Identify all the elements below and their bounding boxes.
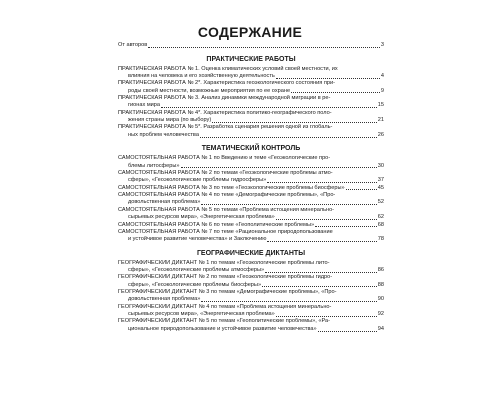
dot-leader (276, 311, 377, 317)
toc-entry-text: роды своей местности, возможные мероприятия по ее охране (128, 87, 291, 94)
toc-entry-text: ГЕОГРАФИЧЕСКИЙ ДИКТАНТ № 5 по темам «Геополитические проблемы», «Ра- (118, 318, 331, 325)
toc-entry-text: сырьевых ресурсов мира», «Энергетическая проблема» (128, 214, 275, 221)
toc-entry-text: ГЕОГРАФИЧЕСКИЙ ДИКТАНТ № 4 по темам «Проблема истощения минерально- (118, 303, 332, 310)
dot-leader (262, 281, 377, 287)
page-number: 45 (377, 184, 384, 191)
page-number: 68 (377, 221, 384, 228)
page-number: 26 (377, 131, 384, 138)
page-number: 15 (377, 102, 384, 109)
page-title: СОДЕРЖАНИЕ (197, 24, 303, 40)
toc-entry[interactable] (118, 318, 384, 333)
toc-entry-text: сферы», «Геоэкологические проблемы биосферы» (128, 281, 262, 288)
toc-entry-text: влияния на человека и его хозяйственную деятельность (128, 73, 275, 79)
toc-entry-text: довольственная проблема» (128, 199, 201, 206)
toc-entry[interactable] (118, 110, 384, 125)
toc-entry-text: ПРАКТИЧЕСКАЯ РАБОТА № 5*. Разработка сценария решения одной из глобаль- (118, 124, 333, 131)
toc-entry-text: жения страны мира (по выбору) (128, 117, 212, 124)
toc-entry-text: циональное природопользование и устойчивое развитие человечества» (128, 325, 317, 332)
toc-entry-text: сферы», «Геоэкологические проблемы атмосферы» (128, 267, 265, 274)
page-number: 88 (377, 281, 384, 288)
dot-leader (148, 42, 380, 48)
dot-leader (201, 199, 376, 205)
toc-entry[interactable] (118, 192, 384, 207)
toc-entry[interactable] (118, 170, 384, 185)
dot-leader (346, 184, 377, 190)
dot-leader (201, 296, 376, 302)
page-number: 9 (380, 87, 384, 94)
dot-leader (181, 162, 377, 168)
section-heading: ПРАКТИЧЕСКИЕ РАБОТЫ (206, 55, 296, 63)
toc-entry[interactable] (118, 95, 384, 110)
section-heading: ГЕОГРАФИЧЕСКИЕ ДИКТАНТЫ (196, 249, 306, 257)
toc-entry-text: довольственная проблема» (128, 296, 201, 303)
toc-entry-text: блемы литосферы» (128, 162, 180, 169)
page-number: 37 (377, 177, 384, 184)
dot-leader (267, 236, 376, 242)
dot-leader (315, 221, 377, 227)
toc-list (118, 42, 384, 333)
toc-entry-text: САМОСТОЯТЕЛЬНАЯ РАБОТА № 5 по темам «Проблема истощения минерально- (118, 206, 335, 213)
page-number: 94 (377, 325, 384, 332)
dot-leader (267, 177, 377, 183)
toc-entry-text: ПРАКТИЧЕСКАЯ РАБОТА № 4*. Характеристика политико-географического поло- (118, 109, 332, 116)
toc-entry[interactable] (118, 274, 384, 289)
page-number: 92 (377, 311, 384, 318)
toc-entry-text: ПРАКТИЧЕСКАЯ РАБОТА № 1. Оценка климатических условий своей местности, их (118, 65, 338, 72)
toc-entry[interactable] (118, 260, 384, 275)
dot-leader (161, 102, 377, 108)
toc-entry[interactable] (118, 221, 384, 229)
toc-entry-text: и устойчивое развитие человечества» и Заключению (128, 236, 267, 243)
toc-entry-text: ных проблем человечества (128, 131, 199, 138)
toc-entry-text: САМОСТОЯТЕЛЬНАЯ РАБОТА № 6 по теме «Геополитические проблемы» (118, 221, 315, 228)
toc-entry-text: ПРАКТИЧЕСКАЯ РАБОТА № 2*. Характеристика геоэкологического состояния при- (118, 80, 335, 87)
page-number: 90 (377, 296, 384, 303)
toc-entry-text: САМОСТОЯТЕЛЬНАЯ РАБОТА № 4 по теме «Демографические проблемы», «Про- (118, 191, 336, 198)
toc-entry-text: САМОСТОЯТЕЛЬНАЯ РАБОТА № 2 по темам «Геоэкологические проблемы атмо- (118, 169, 333, 176)
toc-entry-text: ГЕОГРАФИЧЕСКИЙ ДИКТАНТ № 2 по темам «Геоэкологические проблемы гидро- (118, 274, 333, 281)
page-number: 62 (377, 214, 384, 221)
toc-entry-text: От авторов (118, 42, 148, 49)
toc-entry-text: ГЕОГРАФИЧЕСКИЙ ДИКТАНТ № 3 по темам «Демографические проблемы», «Про- (118, 288, 337, 295)
toc-entry[interactable] (118, 42, 384, 50)
toc-entry-text: сырьевых ресурсов мира», «Энергетическая проблема» (128, 311, 275, 318)
toc-entry-text: САМОСТОЯТЕЛЬНАЯ РАБОТА № 1 по Введению и теме «Геоэкологические про- (118, 155, 331, 162)
dot-leader (200, 132, 377, 138)
dot-leader (265, 267, 377, 273)
toc-entry-text: ГЕОГРАФИЧЕСКИЙ ДИКТАНТ № 1 по темам «Геоэкологические проблемы лито- (118, 259, 330, 266)
dot-leader (291, 87, 380, 93)
toc-entry[interactable] (118, 80, 384, 95)
toc-entry-text: САМОСТОЯТЕЛЬНАЯ РАБОТА № 3 по теме «Геоэкологические проблемы биосферы» (118, 184, 345, 191)
page-number: 3 (380, 42, 384, 49)
page-number: 78 (377, 236, 384, 243)
toc-entry[interactable] (118, 184, 384, 192)
toc-entry[interactable] (118, 304, 384, 319)
page-number: 21 (377, 117, 384, 124)
toc-entry[interactable] (118, 155, 384, 170)
toc-entry-text: САМОСТОЯТЕЛЬНАЯ РАБОТА № 7 по теме «Рациональное природопользование (118, 228, 333, 235)
toc-entry[interactable] (118, 66, 384, 81)
dot-leader (212, 117, 377, 123)
toc-entry[interactable] (118, 229, 384, 244)
toc-entry-text: гионах мира (128, 102, 161, 109)
toc-entry[interactable] (118, 289, 384, 304)
dot-leader (318, 326, 377, 332)
page-number: 86 (377, 267, 384, 274)
toc-entry[interactable] (118, 207, 384, 222)
toc-entry-text: сферы», «Геоэкологические проблемы гидросферы» (128, 177, 267, 184)
dot-leader (276, 73, 380, 79)
page-number: 30 (377, 162, 384, 169)
toc-entry-text: ПРАКТИЧЕСКАЯ РАБОТА № 3. Анализ динамики международной миграции в ре- (118, 94, 331, 101)
toc-entry[interactable] (118, 124, 384, 139)
dot-leader (276, 214, 377, 220)
section-heading: ТЕМАТИЧЕСКИЙ КОНТРОЛЬ (201, 145, 301, 153)
page-number: 4 (380, 73, 384, 79)
page-number: 52 (377, 199, 384, 206)
